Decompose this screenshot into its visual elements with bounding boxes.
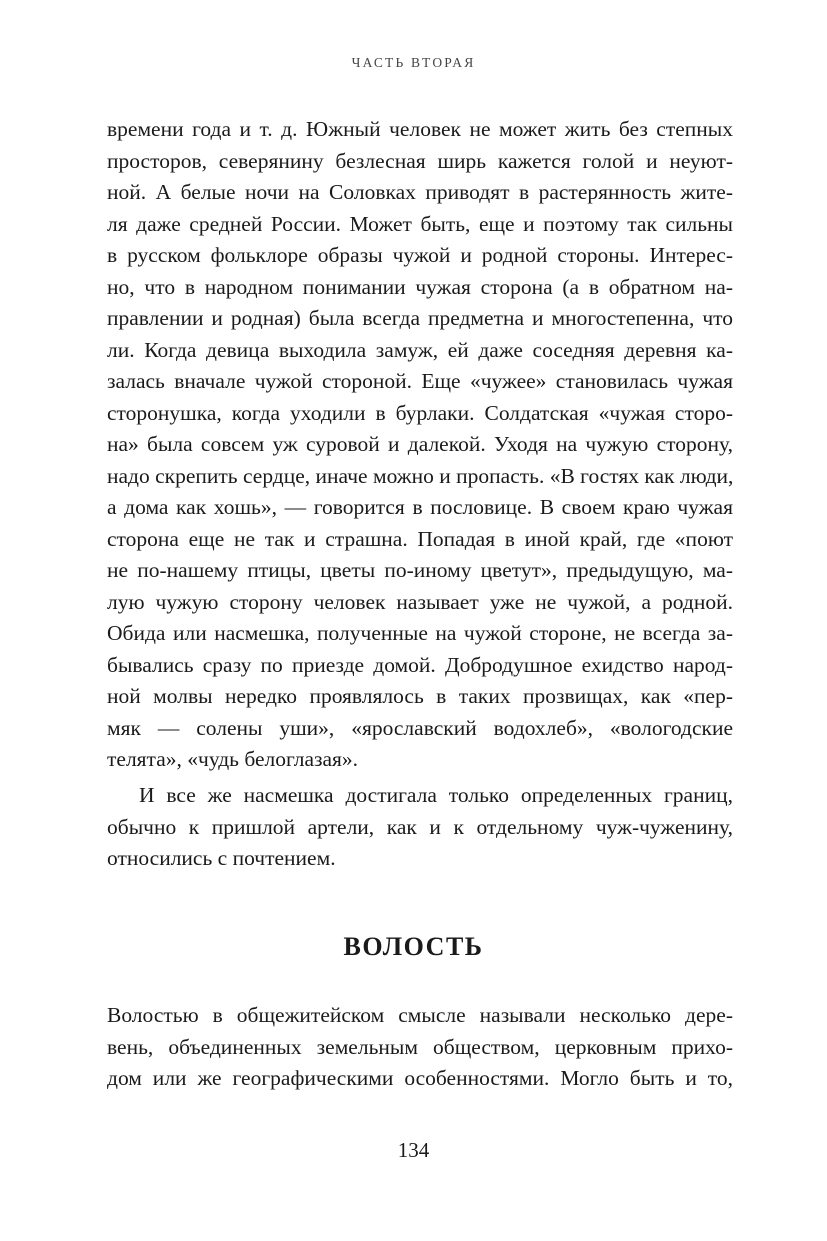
text-line: мяк — солены уши», «ярославский водохлеб», «вологодские [107, 715, 733, 740]
text-line: просторов, северянину безлесная ширь кажется голой и неуют- [107, 148, 733, 173]
text-line: но, что в народном понимании чужая сторона (а в обратном на- [107, 274, 733, 299]
text-line: ной молвы нередко проявлялось в таких прозвищах, как «пер- [107, 684, 733, 708]
text-line: а дома как хошь», — говорится в пословице. В своем краю чужая [107, 495, 733, 519]
text-line: лую чужую сторону человек называет уже не чужой, а родной. [107, 589, 733, 614]
text-line: правлении и родная) была всегда предметна и многостепенна, что [107, 306, 733, 330]
text-line: сторонушка, когда уходили в бурлаки. Солдатская «чужая сторо- [107, 400, 733, 425]
text-line: сторона еще не так и страшна. Попадая в иной край, где «поют [107, 526, 733, 551]
text-line: обычно к пришлой артели, как и к отдельному чуж-чуженину, [107, 814, 733, 839]
text-line: дом или же географическими особенностями. Могло быть и то, [107, 1066, 733, 1090]
text-line: Волостью в общежитейском смысле называли несколько дере- [107, 1003, 733, 1027]
text-line: не по-нашему птицы, цветы по-иному цветут», предыдущую, ма- [107, 558, 733, 582]
paragraph-2 [107, 780, 733, 875]
text-line: на» была совсем уж суровой и далекой. Уходя на чужую сторону, [107, 432, 733, 456]
text-line: Обида или насмешка, полученные на чужой стороне, не всегда за- [107, 621, 733, 645]
paragraph-3 [107, 1000, 733, 1095]
text-line: в русском фольклоре образы чужой и родной стороны. Интерес- [107, 243, 733, 267]
running-head: ЧАСТЬ ВТОРАЯ [351, 55, 476, 70]
page-number: 134 [397, 1138, 430, 1162]
text-line: вень, объединенных земельным обществом, церковным прихо- [107, 1034, 733, 1059]
paragraph-1 [107, 114, 733, 776]
text-line: телята», «чудь белоглазая». [107, 747, 359, 771]
text-line: ля даже средней России. Может быть, еще и поэтому так сильны [107, 211, 733, 236]
text-line: И все же насмешка достигала только определенных границ, [139, 783, 733, 807]
text-line: времени года и т. д. Южный человек не может жить без степных [107, 117, 733, 141]
text-line: надо скрепить сердце, иначе можно и пропасть. «В гостях как люди, [107, 463, 734, 488]
text-line: ной. А белые ночи на Соловках приводят в растерянность жите- [107, 180, 733, 204]
text-line: залась вначале чужой стороной. Еще «чужее» становилась чужая [107, 369, 733, 393]
text-line: бывались сразу по приезде домой. Добродушное ехидство народ- [107, 652, 733, 677]
text-line: относились с почтением. [107, 846, 336, 870]
text-line: ли. Когда девица выходила замуж, ей даже соседняя деревня ка- [107, 337, 733, 362]
section-heading: ВОЛОСТЬ [343, 932, 484, 961]
